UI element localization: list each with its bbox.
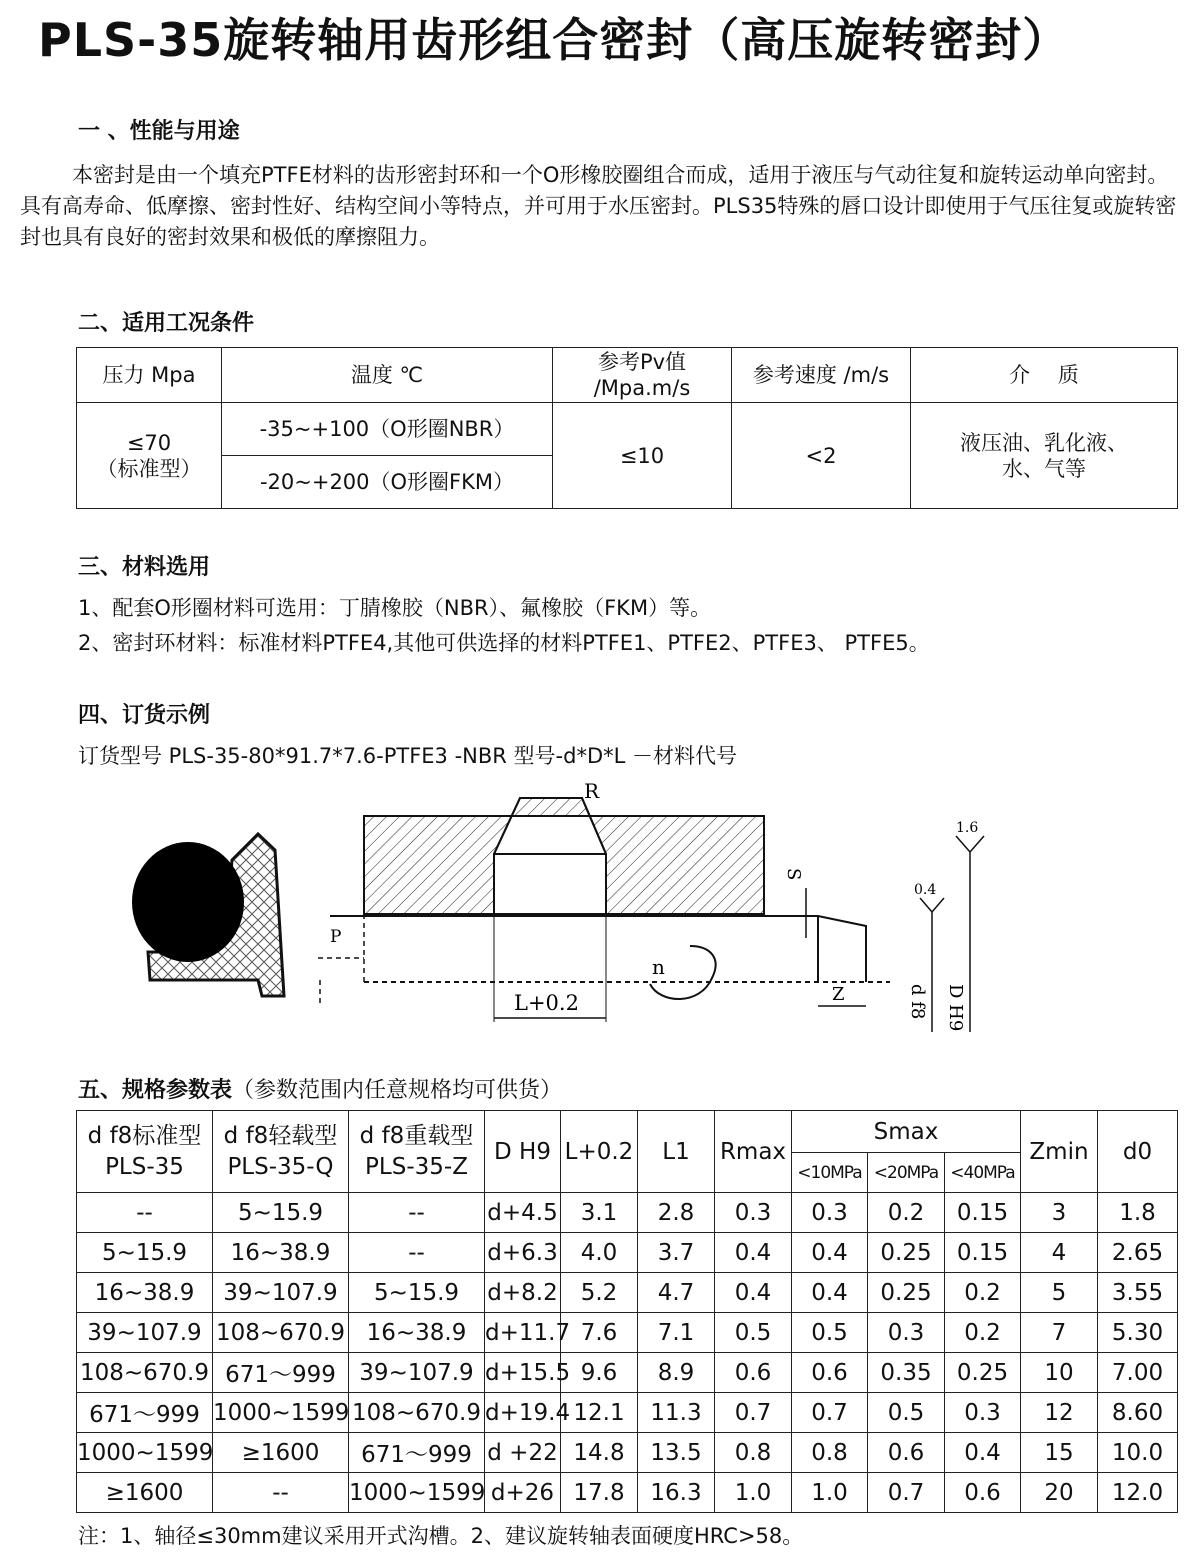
table-cell: 0.4 <box>792 1233 868 1273</box>
table-cell: 2.65 <box>1098 1233 1178 1273</box>
housing-hatch <box>364 798 764 914</box>
table-cell: 0.6 <box>945 1473 1021 1513</box>
header-heavy-line2: PLS-35-Z <box>365 1153 468 1180</box>
header-D: D H9 <box>485 1111 561 1193</box>
header-light-line2: PLS-35-Q <box>227 1153 334 1180</box>
table-row <box>77 1433 1178 1473</box>
table-cell: 10.0 <box>1098 1433 1178 1473</box>
table-cell: 0.5 <box>792 1313 868 1353</box>
table-cell: 0.15 <box>945 1193 1021 1233</box>
seal-groove-diagram <box>0 770 1200 1035</box>
table-row <box>77 1273 1178 1313</box>
materials-line-2: 2、密封环材料：标准材料PTFE4,其他可供选择的材料PTFE1、PTFE2、PTFE3、 PTFE5。 <box>78 631 930 655</box>
header-pv <box>553 348 732 403</box>
table-cell: 0.3 <box>868 1313 945 1353</box>
table-cell: 0.6 <box>792 1353 868 1393</box>
medium-line2: 水、气等 <box>1002 456 1086 481</box>
table-cell: 8.9 <box>638 1353 715 1393</box>
table-cell: 12.0 <box>1098 1473 1178 1513</box>
table-cell: 1000~1599 <box>213 1393 349 1433</box>
header-std-line2: PLS-35 <box>105 1153 184 1180</box>
label-P: P <box>330 927 342 947</box>
table-cell: -- <box>349 1233 485 1273</box>
performance-paragraph: 本密封是由一个填充PTFE材料的齿形密封环和一个O形橡胶圈组合而成，适用于液压与气动往复和旋转运动单向密封。具有高寿命、低摩擦、密封性好、结构空间小等特点，并可用于水压密封。PLS35特殊的唇口设计即使用于气压往复或旋转密封也具有良好的密封效果和极低的摩擦阻力。 <box>20 163 1177 249</box>
table-cell: 108~670.9 <box>77 1353 213 1393</box>
section-heading-materials: 三、材料选用 <box>78 555 211 580</box>
header-heavy <box>349 1111 485 1193</box>
header-light-line1: d f8轻载型 <box>223 1122 338 1149</box>
table-cell: 3 <box>1021 1193 1098 1233</box>
label-n: n <box>652 955 665 979</box>
table-cell: 4.7 <box>638 1273 715 1313</box>
table-cell: 7.00 <box>1098 1353 1178 1393</box>
cell-pv: ≤10 <box>553 403 732 509</box>
table-cell: 0.7 <box>792 1393 868 1433</box>
table-cell: 0.6 <box>715 1353 792 1393</box>
table-cell: 39~107.9 <box>349 1353 485 1393</box>
cell-temp-fkm: -20~+200（O形圈FKM） <box>222 456 553 509</box>
roughness-1-6: 1.6 <box>956 820 979 836</box>
table-cell: 16.3 <box>638 1473 715 1513</box>
table-cell: 108~670.9 <box>213 1313 349 1353</box>
table-cell: 7 <box>1021 1313 1098 1353</box>
cell-temp-nbr: -35~+100（O形圈NBR） <box>222 403 553 456</box>
pressure-type: （标准型） <box>96 456 202 481</box>
header-Zmin: Zmin <box>1021 1111 1098 1193</box>
section-heading-ordering: 四、订货示例 <box>78 703 211 728</box>
table-cell: d+4.5 <box>485 1193 561 1233</box>
table-row <box>77 1313 1178 1353</box>
table-cell: 10 <box>1021 1353 1098 1393</box>
table-cell: d+6.3 <box>485 1233 561 1273</box>
spec-heading-text: 五、规格参数表 <box>78 1078 233 1103</box>
footer-note: 注：1、轴径≤30mm建议采用开式沟槽。2、建议旋转轴表面硬度HRC>58。 <box>78 1524 804 1548</box>
table-cell: d+8.2 <box>485 1273 561 1313</box>
table-cell: 0.4 <box>715 1273 792 1313</box>
table-cell: 671～999 <box>213 1353 349 1393</box>
table-cell: 0.3 <box>792 1193 868 1233</box>
table-cell: -- <box>349 1193 485 1233</box>
header-s10: <10MPa <box>792 1153 868 1193</box>
header-pressure: 压力 Mpa <box>77 348 222 403</box>
table-cell: 5 <box>1021 1273 1098 1313</box>
page-title: PLS-35旋转轴用齿形组合密封（高压旋转密封） <box>38 13 1070 67</box>
table-row <box>77 1353 1178 1393</box>
roughness-0-4: 0.4 <box>914 882 937 898</box>
table-cell: 0.5 <box>868 1393 945 1433</box>
header-pv-line2: /Mpa.m/s <box>593 376 691 400</box>
materials-line-1: 1、配套O形圈材料可选用：丁腈橡胶（NBR）、氟橡胶（FKM）等。 <box>78 596 712 620</box>
table-cell: 5~15.9 <box>349 1273 485 1313</box>
header-std <box>77 1111 213 1193</box>
header-medium: 介 质 <box>911 348 1178 403</box>
table-cell: 3.1 <box>561 1193 638 1233</box>
table-cell: 17.8 <box>561 1473 638 1513</box>
header-s20: <20MPa <box>868 1153 945 1193</box>
table-cell: 12.1 <box>561 1393 638 1433</box>
label-Z: Z <box>832 984 845 1005</box>
section-heading-performance: 一 、性能与用途 <box>78 119 240 144</box>
table-cell: 0.2 <box>945 1273 1021 1313</box>
medium-line1: 液压油、乳化液、 <box>960 430 1128 455</box>
table-cell: 2.8 <box>638 1193 715 1233</box>
cell-medium <box>911 403 1178 509</box>
table-cell: 13.5 <box>638 1433 715 1473</box>
table-cell: 3.7 <box>638 1233 715 1273</box>
table-cell: 5.2 <box>561 1273 638 1313</box>
table-cell: 0.2 <box>945 1313 1021 1353</box>
dim-L: L+0.2 <box>514 991 579 1015</box>
header-d0: d0 <box>1098 1111 1178 1193</box>
table-cell: 7.6 <box>561 1313 638 1353</box>
header-Smax: Smax <box>792 1111 1021 1153</box>
header-L: L+0.2 <box>561 1111 638 1193</box>
table-cell: 1.0 <box>792 1473 868 1513</box>
label-D-H9: D H9 <box>945 984 966 1032</box>
table-cell: 0.25 <box>868 1233 945 1273</box>
table-cell: -- <box>77 1193 213 1233</box>
pressure-value: ≤70 <box>126 430 172 455</box>
table-cell: 0.4 <box>715 1233 792 1273</box>
table-cell: 11.3 <box>638 1393 715 1433</box>
table-row <box>77 1193 1178 1233</box>
table-cell: 4 <box>1021 1233 1098 1273</box>
label-S: S <box>783 868 804 881</box>
table-cell: -- <box>213 1473 349 1513</box>
table-cell: 108~670.9 <box>349 1393 485 1433</box>
conditions-table <box>76 347 1178 509</box>
table-cell: 671～999 <box>77 1393 213 1433</box>
table-cell: 671～999 <box>349 1433 485 1473</box>
table-cell: d+19.4 <box>485 1393 561 1433</box>
table-row <box>77 1233 1178 1273</box>
table-cell: 1.0 <box>715 1473 792 1513</box>
header-pv-line1: 参考Pv值 <box>597 350 687 374</box>
spec-table <box>76 1110 1178 1513</box>
table-cell: 0.3 <box>715 1193 792 1233</box>
table-cell: 0.25 <box>945 1353 1021 1393</box>
header-speed: 参考速度 /m/s <box>732 348 911 403</box>
table-cell: 1.8 <box>1098 1193 1178 1233</box>
table-cell: 0.8 <box>792 1433 868 1473</box>
label-d-f8: d f8 <box>907 984 928 1020</box>
table-cell: ≥1600 <box>77 1473 213 1513</box>
table-cell: 14.8 <box>561 1433 638 1473</box>
table-cell: 3.55 <box>1098 1273 1178 1313</box>
table-cell: ≥1600 <box>213 1433 349 1473</box>
table-cell: 0.3 <box>945 1393 1021 1433</box>
table-row <box>77 1393 1178 1433</box>
table-cell: 39~107.9 <box>213 1273 349 1313</box>
table-cell: d+26 <box>485 1473 561 1513</box>
table-cell: 16~38.9 <box>213 1233 349 1273</box>
header-heavy-line1: d f8重载型 <box>359 1122 474 1149</box>
table-cell: 0.2 <box>868 1193 945 1233</box>
table-cell: 8.60 <box>1098 1393 1178 1433</box>
table-cell: 0.7 <box>868 1473 945 1513</box>
table-cell: 0.5 <box>715 1313 792 1353</box>
table-cell: 1000~1599 <box>349 1473 485 1513</box>
seal-cross-section-icon <box>132 834 284 996</box>
header-s40: <40MPa <box>945 1153 1021 1193</box>
ordering-example: 订货型号 PLS-35-80*91.7*7.6-PTFE3 -NBR 型号-d*D*L －材料代号 <box>78 744 737 768</box>
cell-speed: <2 <box>732 403 911 509</box>
table-cell: 0.4 <box>792 1273 868 1313</box>
table-cell: 0.8 <box>715 1433 792 1473</box>
label-R: R <box>584 779 600 803</box>
spec-heading-note: （参数范围内任意规格均可供货） <box>232 1078 563 1103</box>
table-cell: 15 <box>1021 1433 1098 1473</box>
header-std-line1: d f8标准型 <box>87 1122 202 1149</box>
spec-table-body <box>77 1193 1178 1513</box>
table-cell: 5~15.9 <box>213 1193 349 1233</box>
table-cell: 7.1 <box>638 1313 715 1353</box>
section-heading-conditions: 二、适用工况条件 <box>78 311 255 336</box>
table-cell: 1000~1599 <box>77 1433 213 1473</box>
table-cell: 5~15.9 <box>77 1233 213 1273</box>
table-cell: 4.0 <box>561 1233 638 1273</box>
table-cell: 0.25 <box>868 1273 945 1313</box>
table-cell: 16~38.9 <box>77 1273 213 1313</box>
header-L1: L1 <box>638 1111 715 1193</box>
table-cell: d +22 <box>485 1433 561 1473</box>
table-cell: d+11.7 <box>485 1313 561 1353</box>
table-cell: 0.4 <box>945 1433 1021 1473</box>
table-cell: 12 <box>1021 1393 1098 1433</box>
table-cell: 0.7 <box>715 1393 792 1433</box>
table-cell: 0.15 <box>945 1233 1021 1273</box>
table-row <box>77 1473 1178 1513</box>
table-cell: 0.6 <box>868 1433 945 1473</box>
table-cell: 39~107.9 <box>77 1313 213 1353</box>
table-cell: 5.30 <box>1098 1313 1178 1353</box>
cell-pressure <box>77 403 222 509</box>
table-cell: 0.35 <box>868 1353 945 1393</box>
table-cell: 9.6 <box>561 1353 638 1393</box>
table-cell: 20 <box>1021 1473 1098 1513</box>
header-light <box>213 1111 349 1193</box>
table-cell: 16~38.9 <box>349 1313 485 1353</box>
table-cell: d+15.5 <box>485 1353 561 1393</box>
header-temperature: 温度 ℃ <box>222 348 553 403</box>
section-heading-spec <box>78 1073 562 1104</box>
header-Rmax: Rmax <box>715 1111 792 1193</box>
